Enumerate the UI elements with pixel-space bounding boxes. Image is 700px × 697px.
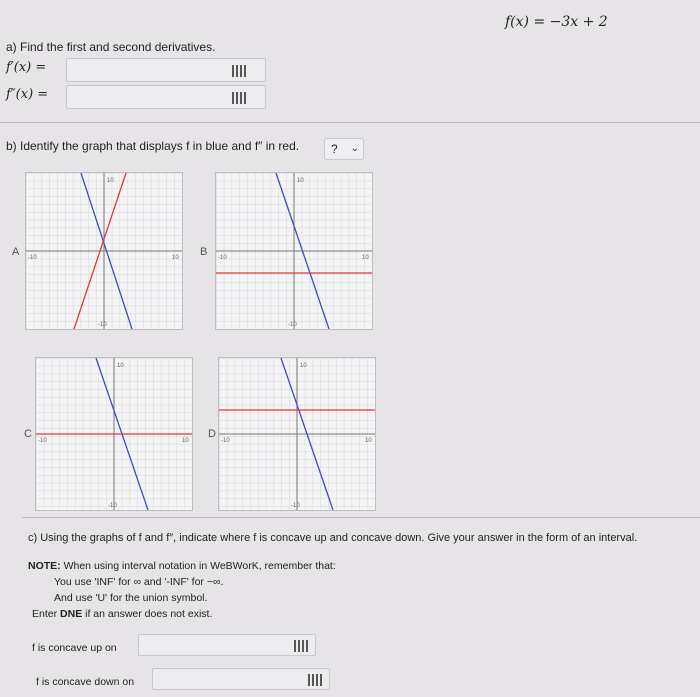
tick-right: 10 bbox=[172, 255, 179, 261]
divider bbox=[0, 122, 700, 123]
graph-select-dropdown[interactable] bbox=[324, 138, 364, 160]
equation-editor-icon[interactable] bbox=[294, 640, 310, 652]
concave-up-label: f is concave up on bbox=[32, 642, 117, 654]
tick-bottom: -10 bbox=[291, 503, 300, 509]
divider bbox=[22, 517, 700, 518]
graph-b[interactable] bbox=[215, 172, 373, 330]
graph-label-c: C bbox=[24, 428, 32, 440]
equation-editor-icon[interactable] bbox=[308, 674, 324, 686]
note-block bbox=[28, 560, 336, 573]
concave-up-input[interactable] bbox=[138, 634, 316, 656]
tick-left: -10 bbox=[28, 255, 37, 261]
graph-label-d: D bbox=[208, 428, 216, 440]
chevron-down-icon: ⌄ bbox=[350, 143, 359, 154]
tick-top: 10 bbox=[300, 363, 307, 369]
concave-down-label: f is concave down on bbox=[36, 676, 135, 688]
part-a-prompt: a) Find the first and second derivatives. bbox=[6, 40, 216, 54]
tick-left: -10 bbox=[221, 438, 230, 444]
tick-right: 10 bbox=[182, 438, 189, 444]
first-derivative-label: f′(x) = bbox=[6, 60, 47, 75]
tick-top: 10 bbox=[297, 178, 304, 184]
graph-a[interactable] bbox=[25, 172, 183, 330]
equation-editor-icon[interactable] bbox=[232, 65, 248, 77]
note-text: When using interval notation in WeBWorK, remember that: bbox=[63, 560, 336, 572]
graph-label-b: B bbox=[200, 246, 208, 258]
graph-c[interactable] bbox=[35, 357, 193, 511]
part-b-prompt: b) Identify the graph that displays f in blue and f″ in red. bbox=[6, 139, 300, 153]
tick-bottom: -10 bbox=[98, 322, 107, 328]
part-c-prompt: c) Using the graphs of f and f″, indicate where f is concave up and concave down. Give your answer in the form of an interval. bbox=[28, 532, 638, 544]
graph-d[interactable] bbox=[218, 357, 376, 511]
tick-right: 10 bbox=[365, 438, 372, 444]
graph-label-a: A bbox=[12, 246, 20, 258]
tick-bottom: -10 bbox=[108, 503, 117, 509]
select-value: ? bbox=[331, 142, 338, 156]
tick-top: 10 bbox=[117, 363, 124, 369]
tick-right: 10 bbox=[362, 255, 369, 261]
note-dne-post: if an answer does not exist. bbox=[85, 608, 213, 620]
note-dne-bold: DNE bbox=[60, 608, 83, 620]
second-derivative-label: f″(x) = bbox=[6, 87, 49, 102]
tick-left: -10 bbox=[38, 438, 47, 444]
note-inf: You use 'INF' for ∞ and '-INF' for −∞. bbox=[54, 576, 224, 588]
note-dne bbox=[32, 608, 212, 621]
concave-down-input[interactable] bbox=[152, 668, 330, 690]
tick-bottom: -10 bbox=[288, 322, 297, 328]
function-definition: f(x) = −3x + 2 bbox=[505, 14, 608, 30]
tick-top: 10 bbox=[107, 178, 114, 184]
tick-left: -10 bbox=[218, 255, 227, 261]
note-union: And use 'U' for the union symbol. bbox=[54, 592, 208, 604]
note-label: NOTE: bbox=[28, 560, 61, 572]
equation-editor-icon[interactable] bbox=[232, 92, 248, 104]
note-dne-pre: Enter bbox=[32, 608, 58, 620]
